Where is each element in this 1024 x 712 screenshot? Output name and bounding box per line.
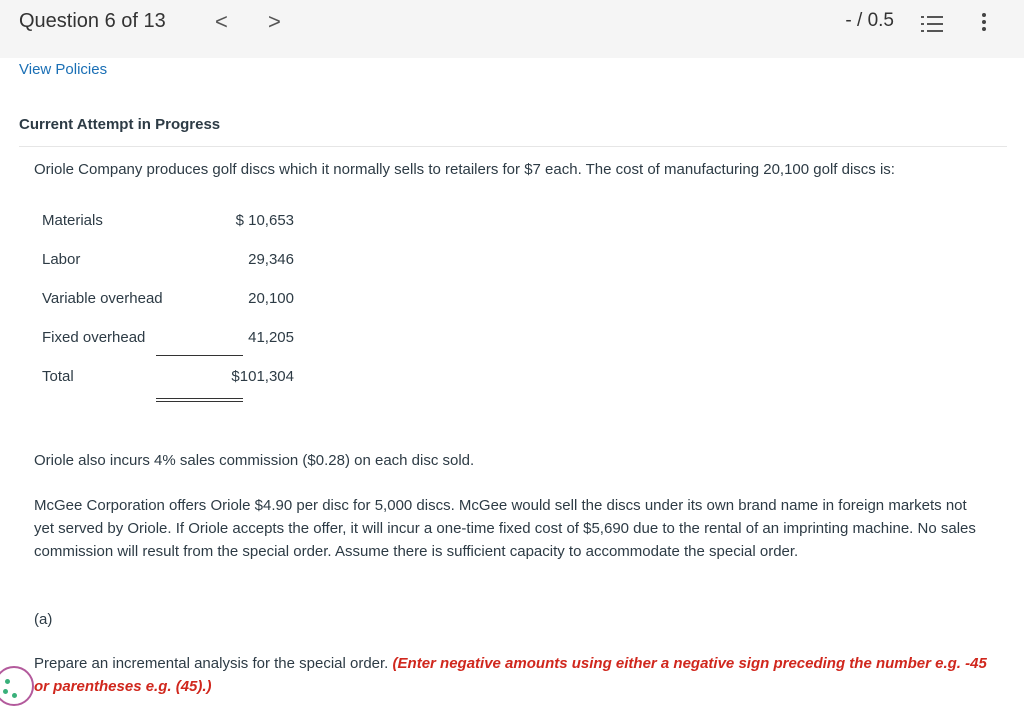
cost-label: Variable overhead xyxy=(42,290,163,307)
cost-label: Fixed overhead xyxy=(42,329,146,346)
question-counter: Question 6 of 13 xyxy=(19,10,166,32)
cost-row-total xyxy=(42,360,302,399)
more-vertical-icon[interactable] xyxy=(980,13,988,35)
cost-amount: 41,205 xyxy=(248,329,294,346)
entry-instruction: (Enter negative amounts using either a negative sign preceding the number e.g. -45 or parentheses e.g. (45).) xyxy=(34,655,987,695)
cost-label: Total xyxy=(42,368,74,385)
cost-label: Materials xyxy=(42,212,103,229)
problem-intro: Oriole Company produces golf discs which it normally sells to retailers for $7 each. The cost of manufacturing 20,100 golf discs is: xyxy=(34,161,895,178)
cost-amount: 20,100 xyxy=(248,290,294,307)
cost-amount: $101,304 xyxy=(231,368,294,385)
cost-row-labor xyxy=(42,243,302,282)
cost-amount: $ 10,653 xyxy=(235,212,294,229)
divider xyxy=(19,146,1007,147)
subtotal-underline xyxy=(156,355,243,356)
prepare-text xyxy=(34,652,994,698)
commission-text: Oriole also incurs 4% sales commission ($0.28) on each disc sold. xyxy=(34,452,475,469)
prepare-instruction: Prepare an incremental analysis for the special order. xyxy=(34,655,389,672)
view-policies-link[interactable]: View Policies xyxy=(19,61,108,78)
chevron-left-icon[interactable]: < xyxy=(215,9,228,34)
top-bar xyxy=(0,0,1024,58)
part-label: (a) xyxy=(34,611,53,628)
score-display: - / 0.5 xyxy=(845,10,894,31)
cost-row-variable-overhead xyxy=(42,282,302,321)
cost-table xyxy=(42,204,302,399)
total-double-underline xyxy=(156,398,243,402)
offer-text: McGee Corporation offers Oriole $4.90 per disc for 5,000 discs. McGee would sell the discs under its own brand name in foreign markets not yet served by Oriole. If Oriole accepts the offer, it will incur a one-time fixed cost of $5,690 due to the rental of an imprinting machine. No sales commission will result from the special order. Assume there is sufficient capacity to accommodate the special order. xyxy=(34,497,976,560)
help-widget-icon[interactable] xyxy=(0,666,34,706)
attempt-heading: Current Attempt in Progress xyxy=(19,116,221,133)
cost-amount: 29,346 xyxy=(248,251,294,268)
question-list-icon[interactable] xyxy=(921,14,943,34)
chevron-right-icon[interactable]: > xyxy=(268,9,281,34)
cost-label: Labor xyxy=(42,251,81,268)
cost-row-materials xyxy=(42,204,302,243)
